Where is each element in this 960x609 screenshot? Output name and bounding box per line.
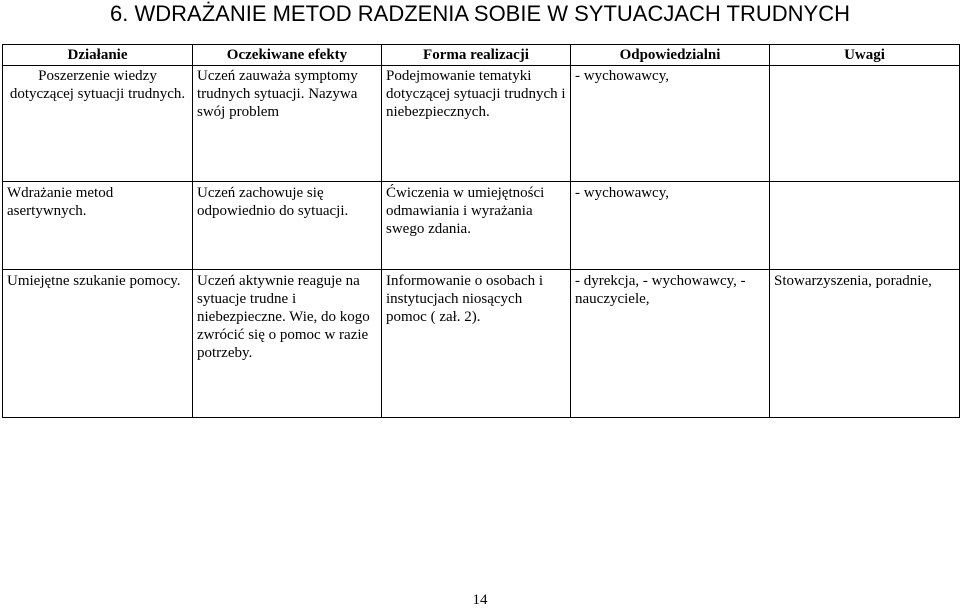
header-odpowiedzialni: Odpowiedzialni: [571, 45, 770, 66]
table-row: [3, 270, 960, 418]
header-uwagi: Uwagi: [770, 45, 960, 66]
cell-efekty: Uczeń aktywnie reaguje na sytuacje trudne i niebezpieczne. Wie, do kogo zwrócić się o pomoc w razie potrzeby.: [193, 270, 382, 418]
cell-forma: Podejmowanie tematyki dotyczącej sytuacji trudnych i niebezpiecznych.: [382, 66, 571, 182]
table-row: [3, 66, 960, 182]
cell-dzialanie: Wdrażanie metod asertywnych.: [3, 182, 193, 270]
cell-dzialanie: Umiejętne szukanie pomocy.: [3, 270, 193, 418]
header-oczekiwane-efekty: Oczekiwane efekty: [193, 45, 382, 66]
cell-odpowiedzialni: - dyrekcja, - wychowawcy, - nauczyciele,: [571, 270, 770, 418]
cell-forma: Informowanie o osobach i instytucjach niosących pomoc ( zał. 2).: [382, 270, 571, 418]
table-row: [3, 182, 960, 270]
table-header-row: [3, 45, 960, 66]
cell-odpowiedzialni: - wychowawcy,: [571, 182, 770, 270]
header-forma-realizacji: Forma realizacji: [382, 45, 571, 66]
cell-dzialanie: Poszerzenie wiedzy dotyczącej sytuacji trudnych.: [3, 66, 193, 182]
header-dzialanie: Działanie: [3, 45, 193, 66]
action-table: [2, 44, 960, 418]
cell-efekty: Uczeń zauważa symptomy trudnych sytuacji. Nazywa swój problem: [193, 66, 382, 182]
cell-efekty: Uczeń zachowuje się odpowiednio do sytuacji.: [193, 182, 382, 270]
cell-forma: Ćwiczenia w umiejętności odmawiania i wyrażania swego zdania.: [382, 182, 571, 270]
cell-uwagi: [770, 182, 960, 270]
page-title: 6. WDRAŻANIE METOD RADZENIA SOBIE W SYTUACJACH TRUDNYCH: [110, 1, 850, 26]
cell-uwagi: Stowarzyszenia, poradnie,: [770, 270, 960, 418]
page-number: 14: [472, 592, 488, 608]
cell-odpowiedzialni: - wychowawcy,: [571, 66, 770, 182]
cell-uwagi: [770, 66, 960, 182]
